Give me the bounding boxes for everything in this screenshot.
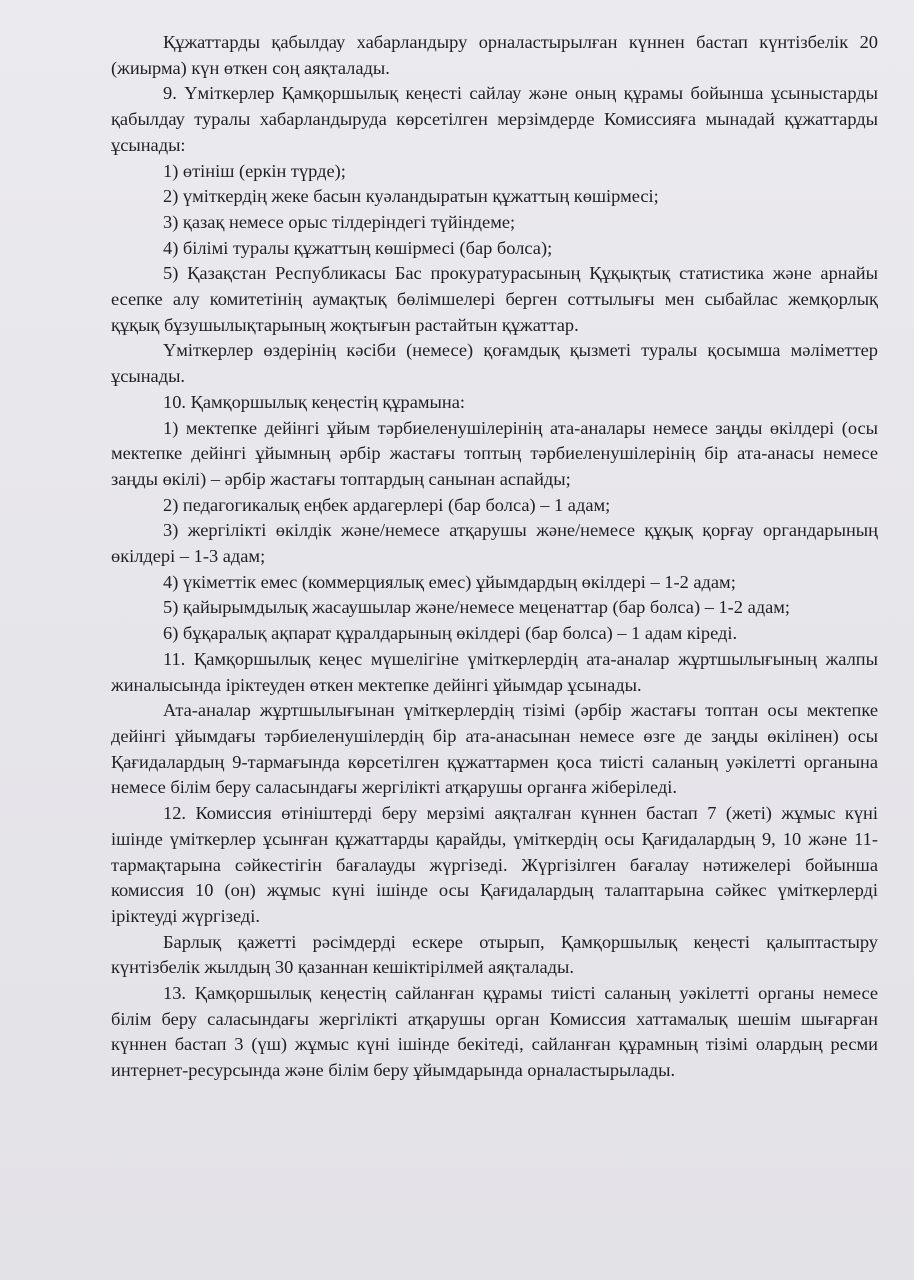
list-item-local-bodies: 3) жергілікті өкілдік және/немесе атқарушы және/немесе құқық қорғау органдарының өкілдері – 1-3 адам; <box>111 520 878 567</box>
list-item-veterans: 2) педагогикалық еңбек ардагерлері (бар болса) – 1 адам; <box>163 494 611 515</box>
list-item-parents: 1) мектепке дейінгі ұйым тәрбиеленушілерінің ата-аналары немесе заңды өкілдері (осы мектепке дейінгі ұйымның әрбір жастағы топтың тәрбиеленушілерінің бір ата-анасы немесе заңды өкілі) – әрбір жастағы топтардың санынан аспайды; <box>111 417 878 489</box>
paragraph-clause-9: 9. Үміткерлер Қамқоршылық кеңесті сайлау және оның құрамы бойынша ұсыныстарды қабылдау туралы хабарландыруда көрсетілген мерзімдерде Комиссияға мынадай құжаттарды ұсынады: <box>111 83 878 155</box>
paragraph-clause-12: 12. Комиссия өтініштерді беру мерзімі аяқталған күннен бастап 7 (жеті) жұмыс күні ішінде үміткерлер ұсынған құжаттарды қарайды, үміткердің осы Қағидалардың 9, 10 және 11-тармақтарына сәйкестігін бағалауды жүргізеді. Жүргізілген бағалау нәтижелері бойынша комиссия 10 (он) жұмыс күні ішінде осы Қағидалардың талаптарына сәйкес үміткерлерді іріктеуді жүргізеді. <box>111 803 878 926</box>
list-item-resume: 3) қазақ немесе орыс тілдеріндегі түйіндеме; <box>163 211 516 232</box>
paragraph-documents-deadline: Құжаттарды қабылдау хабарландыру орналастырылған күннен бастап күнтізбелік 20 (жиырма) күн өткен соң аяқталады. <box>111 32 878 78</box>
paragraph-additional-info: Үміткерлер өздерінің кәсіби (немесе) қоғамдық қызметі туралы қосымша мәліметтер ұсынады. <box>111 340 878 387</box>
list-item-application: 1) өтініш (еркін түрде); <box>163 160 346 181</box>
paragraph-clause-10: 10. Қамқоршылық кеңестің құрамына: <box>163 391 466 412</box>
list-item-ngo: 4) үкіметтік емес (коммерциялық емес) ұйымдардың өкілдері – 1-2 адам; <box>163 571 736 592</box>
list-item-media: 6) бұқаралық ақпарат құралдарының өкілдері (бар болса) – 1 адам кіреді. <box>163 623 738 644</box>
paragraph-formation-deadline: Барлық қажетті рәсімдерді ескере отырып, Қамқоршылық кеңесті қалыптастыру күнтізбелік жылдың 30 қазаннан кешіктірілмей аяқталады. <box>111 931 878 978</box>
paragraph-clause-11: 11. Қамқоршылық кеңес мүшелігіне үміткерлердің ата-аналар жұртшылығының жалпы жиналысында іріктеуден өткен мектепке дейінгі ұйымдар ұсынады. <box>111 648 878 695</box>
list-item-criminal-record: 5) Қазақстан Республикасы Бас прокуратурасының Құқықтық статистика және арнайы есепке алу комитетінің аумақтық бөлімшелері берген соттылығы мен сыбайлас жемқорлық құқық бұзушылықтарының жоқтығын растайтын құжаттар. <box>111 263 878 335</box>
list-item-philanthropists: 5) қайырымдылық жасаушылар және/немесе меценаттар (бар болса) – 1-2 адам; <box>163 597 791 618</box>
paragraph-parents-list: Ата-аналар жұртшылығынан үміткерлердің тізімі (әрбір жастағы топтан осы мектепке дейінгі ұйымдағы тәрбиеленушілердің бір ата-анасынан немесе өзге де заңды өкілінен) осы Қағидалардың 9-тармағында көрсетілген құжаттармен қоса тиісті саланың уәкілетті органына немесе білім беру саласындағы жергілікті атқарушы органға жіберіледі. <box>111 700 878 798</box>
paragraph-clause-13: 13. Қамқоршылық кеңестің сайланған құрамы тиісті саланың уәкілетті органы немесе білім беру саласындағы жергілікті атқарушы орган Комиссия хаттамалық шешім шығарған күннен бастап 3 (үш) жұмыс күні ішінде бекітеді, сайланған құрамның тізімі олардың ресми интернет-ресурсында және білім беру ұйымдарында орналастырылады. <box>111 983 878 1081</box>
list-item-education-copy: 4) білімі туралы құжаттың көшірмесі (бар болса); <box>163 237 553 258</box>
list-item-id-copy: 2) үміткердің жеке басын куәландыратын құжаттың көшірмесі; <box>163 186 659 207</box>
